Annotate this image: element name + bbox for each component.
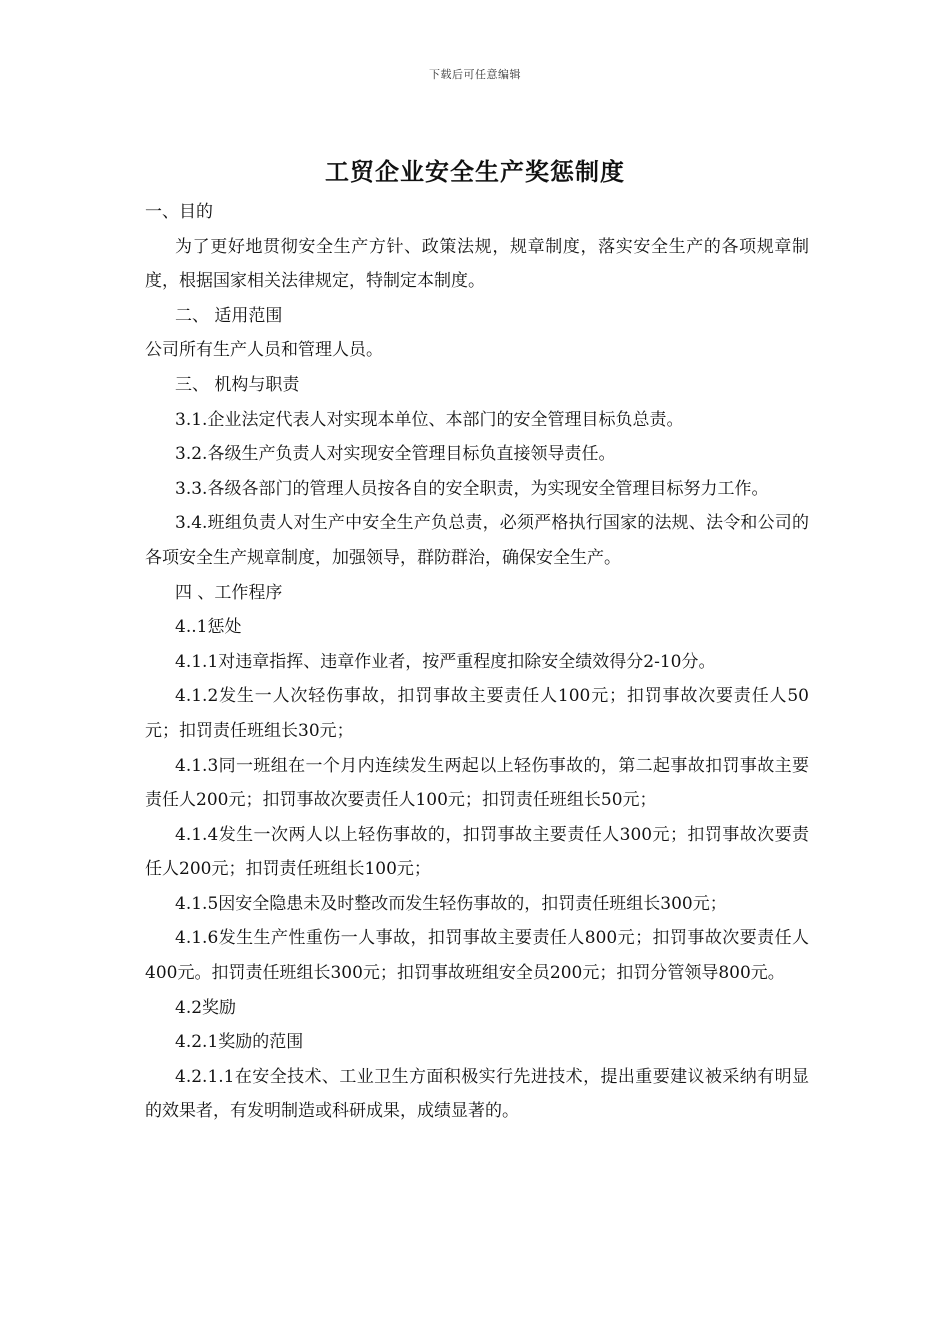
- header-note: 下载后可任意编辑: [429, 68, 521, 81]
- paragraph-duty-3-3: 3.3.各级各部门的管理人员按各自的安全职责，为实现安全管理目标努力工作。: [175, 478, 769, 499]
- document-body: [145, 195, 809, 1129]
- section-heading-scope: 二、 适用范围: [175, 305, 283, 326]
- paragraph-duty-3-2: 3.2.各级生产负责人对实现安全管理目标负直接领导责任。: [175, 444, 616, 465]
- paragraph-purpose: 为了更好地贯彻安全生产方针、政策法规，规章制度，落实安全生产的各项规章制度，根据国家相关法律规定，特制定本制度。: [145, 236, 809, 292]
- paragraph-penalty-4-1-2: 4.1.2发生一人次轻伤事故，扣罚事故主要责任人100元；扣罚事故次要责任人50元；扣罚责任班组长30元；: [145, 686, 809, 741]
- subheading-reward-scope: 4.2.1奖励的范围: [175, 1032, 304, 1053]
- paragraph-penalty-4-1-1: 4.1.1对违章指挥、违章作业者，按严重程度扣除安全绩效得分2-10分。: [175, 651, 716, 672]
- document-title: 工贸企业安全生产奖惩制度: [325, 157, 625, 186]
- section-heading-procedure: 四 、工作程序: [175, 582, 283, 603]
- section-heading-duties: 三、 机构与职责: [175, 374, 300, 395]
- subheading-penalty: 4..1惩处: [175, 617, 242, 638]
- subheading-reward: 4.2奖励: [175, 997, 237, 1018]
- paragraph-scope: 公司所有生产人员和管理人员。: [145, 340, 383, 361]
- paragraph-reward-4-2-1-1: 4.2.1.1在安全技术、工业卫生方面积极实行先进技术，提出重要建议被采纳有明显的效果者，有发明制造或科研成果，成绩显著的。: [145, 1066, 809, 1122]
- paragraph-penalty-4-1-3: 4.1.3同一班组在一个月内连续发生两起以上轻伤事故的，第二起事故扣罚事故主要责任人200元；扣罚事故次要责任人100元；扣罚责任班组长50元；: [145, 755, 809, 811]
- paragraph-penalty-4-1-6: 4.1.6发生生产性重伤一人事故，扣罚事故主要责任人800元；扣罚事故次要责任人400元。扣罚责任班组长300元；扣罚事故班组安全员200元；扣罚分管领导800元。: [145, 928, 809, 984]
- paragraph-duty-3-4: 3.4.班组负责人对生产中安全生产负总责，必须严格执行国家的法规、法令和公司的各项安全生产规章制度，加强领导，群防群治，确保安全生产。: [145, 513, 809, 568]
- paragraph-duty-3-1: 3.1.企业法定代表人对实现本单位、本部门的安全管理目标负总责。: [175, 409, 684, 430]
- paragraph-penalty-4-1-5: 4.1.5因安全隐患未及时整改而发生轻伤事故的，扣罚责任班组长300元；: [175, 893, 727, 914]
- paragraph-penalty-4-1-4: 4.1.4发生一次两人以上轻伤事故的，扣罚事故主要责任人300元；扣罚事故次要责任人200元；扣罚责任班组长100元；: [145, 824, 809, 880]
- section-heading-purpose: 一、目的: [145, 202, 213, 222]
